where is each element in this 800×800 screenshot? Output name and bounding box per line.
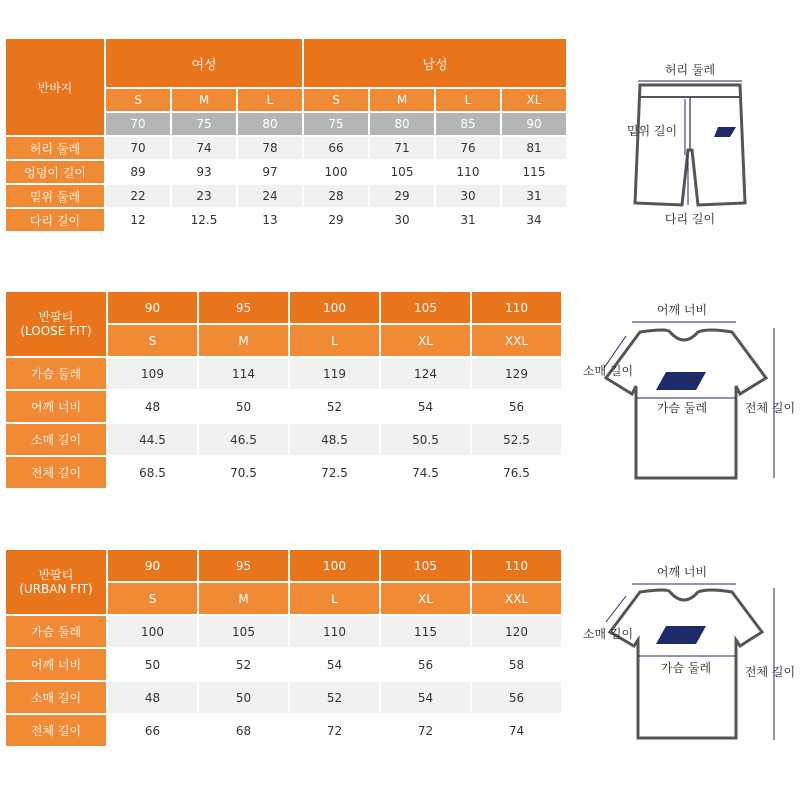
value-cell: 58 [472, 649, 561, 680]
tee-loose-title [6, 292, 106, 356]
size-cell: M [172, 89, 236, 111]
value-cell: 29 [304, 209, 368, 231]
size-code-cell: 90 [502, 113, 566, 135]
size-code-cell: 90 [108, 292, 197, 323]
value-cell: 48 [108, 391, 197, 422]
value-cell: 50 [108, 649, 197, 680]
tee-title: 반팔티 [38, 568, 74, 582]
row-label: 전체 길이 [6, 457, 106, 488]
value-cell: 46.5 [199, 424, 288, 455]
value-cell: 109 [108, 358, 197, 389]
value-cell: 28 [304, 185, 368, 207]
value-cell: 12.5 [172, 209, 236, 231]
size-code-cell: 95 [199, 550, 288, 581]
value-cell: 31 [502, 185, 566, 207]
value-cell: 68 [199, 715, 288, 746]
size-code-cell: 100 [290, 292, 379, 323]
value-cell: 76 [436, 137, 500, 159]
table-row [6, 391, 561, 422]
value-cell: 72.5 [290, 457, 379, 488]
size-code-cell: 110 [472, 292, 561, 323]
row-label: 허리 둘레 [6, 137, 104, 159]
value-cell: 50 [199, 682, 288, 713]
value-cell: 66 [304, 137, 368, 159]
value-cell: 97 [238, 161, 302, 183]
gender-men-header: 남성 [304, 39, 566, 87]
waist-label: 허리 둘레 [664, 63, 716, 77]
value-cell: 13 [238, 209, 302, 231]
value-cell: 52 [290, 682, 379, 713]
size-code-cell: 110 [472, 550, 561, 581]
chest-label: 가슴 둘레 [660, 661, 712, 675]
value-cell: 30 [370, 209, 434, 231]
value-cell: 52.5 [472, 424, 561, 455]
row-label: 엉덩이 길이 [6, 161, 104, 183]
value-cell: 110 [436, 161, 500, 183]
size-cell: XL [502, 89, 566, 111]
size-code-cell: 80 [238, 113, 302, 135]
tee-loose-diagram [578, 298, 798, 498]
sleeve-label: 소매 길이 [582, 364, 634, 378]
table-row [6, 616, 561, 647]
table-row [6, 424, 561, 455]
value-cell: 68.5 [108, 457, 197, 488]
size-cell: XXL [472, 583, 561, 614]
value-cell: 115 [502, 161, 566, 183]
value-cell: 110 [290, 616, 379, 647]
tee-subtitle: (LOOSE FIT) [20, 324, 92, 338]
table-row [6, 457, 561, 488]
value-cell: 78 [238, 137, 302, 159]
size-code-cell: 75 [304, 113, 368, 135]
value-cell: 81 [502, 137, 566, 159]
leg-label: 다리 길이 [664, 212, 716, 226]
row-label: 가슴 둘레 [6, 616, 106, 647]
value-cell: 105 [199, 616, 288, 647]
value-cell: 30 [436, 185, 500, 207]
value-cell: 76.5 [472, 457, 561, 488]
value-cell: 48 [108, 682, 197, 713]
value-cell: 50 [199, 391, 288, 422]
tee-urban-diagram [578, 560, 798, 750]
length-label: 전체 길이 [744, 401, 796, 415]
size-cell: S [106, 89, 170, 111]
value-cell: 56 [381, 649, 470, 680]
value-cell: 74 [472, 715, 561, 746]
row-label: 가슴 둘레 [6, 358, 106, 389]
size-code-cell: 70 [106, 113, 170, 135]
size-cell: XXL [472, 325, 561, 356]
shorts-diagram [600, 55, 780, 235]
tee-loose-size-table [4, 290, 563, 490]
value-cell: 24 [238, 185, 302, 207]
value-cell: 119 [290, 358, 379, 389]
value-cell: 52 [199, 649, 288, 680]
tee-urban-title [6, 550, 106, 614]
value-cell: 71 [370, 137, 434, 159]
table-row [6, 649, 561, 680]
tee-urban-size-table [4, 548, 563, 748]
size-cell: M [199, 325, 288, 356]
size-code-cell: 105 [381, 550, 470, 581]
length-label: 전체 길이 [744, 665, 796, 679]
size-code-cell: 105 [381, 292, 470, 323]
value-cell: 34 [502, 209, 566, 231]
size-cell: XL [381, 583, 470, 614]
table-row [6, 358, 561, 389]
table-row [6, 185, 566, 207]
row-label: 소매 길이 [6, 682, 106, 713]
row-label: 어깨 너비 [6, 391, 106, 422]
size-code-cell: 100 [290, 550, 379, 581]
value-cell: 89 [106, 161, 170, 183]
size-code-cell: 95 [199, 292, 288, 323]
value-cell: 114 [199, 358, 288, 389]
size-code-cell: 80 [370, 113, 434, 135]
rise-label: 밑위 길이 [626, 124, 678, 138]
size-code-cell: 85 [436, 113, 500, 135]
size-cell: M [199, 583, 288, 614]
value-cell: 12 [106, 209, 170, 231]
table-row [6, 161, 566, 183]
value-cell: 74.5 [381, 457, 470, 488]
value-cell: 74 [172, 137, 236, 159]
shorts-title: 반바지 [6, 39, 104, 135]
value-cell: 70 [106, 137, 170, 159]
table-row [6, 682, 561, 713]
shoulder-label: 어깨 너비 [656, 565, 708, 579]
value-cell: 54 [290, 649, 379, 680]
value-cell: 29 [370, 185, 434, 207]
value-cell: 72 [381, 715, 470, 746]
size-cell: L [436, 89, 500, 111]
tee-title: 반팔티 [38, 310, 74, 324]
row-label: 소매 길이 [6, 424, 106, 455]
value-cell: 66 [108, 715, 197, 746]
value-cell: 22 [106, 185, 170, 207]
shorts-size-table [4, 37, 568, 233]
value-cell: 44.5 [108, 424, 197, 455]
table-row [6, 715, 561, 746]
value-cell: 100 [108, 616, 197, 647]
table-row [6, 209, 566, 231]
value-cell: 54 [381, 682, 470, 713]
size-cell: S [304, 89, 368, 111]
row-label: 전체 길이 [6, 715, 106, 746]
tee-subtitle: (URBAN FIT) [19, 582, 93, 596]
value-cell: 54 [381, 391, 470, 422]
value-cell: 124 [381, 358, 470, 389]
value-cell: 129 [472, 358, 561, 389]
row-label: 어깨 너비 [6, 649, 106, 680]
size-code-cell: 75 [172, 113, 236, 135]
value-cell: 105 [370, 161, 434, 183]
gender-women-header: 여성 [106, 39, 302, 87]
chest-label: 가슴 둘레 [656, 401, 708, 415]
table-row [6, 137, 566, 159]
value-cell: 31 [436, 209, 500, 231]
size-code-cell: 90 [108, 550, 197, 581]
value-cell: 56 [472, 682, 561, 713]
size-cell: S [108, 583, 197, 614]
value-cell: 50.5 [381, 424, 470, 455]
value-cell: 93 [172, 161, 236, 183]
value-cell: 100 [304, 161, 368, 183]
row-label: 다리 길이 [6, 209, 104, 231]
shoulder-label: 어깨 너비 [656, 303, 708, 317]
size-cell: L [290, 325, 379, 356]
size-cell: M [370, 89, 434, 111]
sleeve-label: 소매 길이 [582, 627, 634, 641]
size-cell: L [290, 583, 379, 614]
value-cell: 48.5 [290, 424, 379, 455]
value-cell: 115 [381, 616, 470, 647]
value-cell: 52 [290, 391, 379, 422]
size-cell: L [238, 89, 302, 111]
size-cell: XL [381, 325, 470, 356]
row-label: 밑위 둘레 [6, 185, 104, 207]
value-cell: 56 [472, 391, 561, 422]
value-cell: 72 [290, 715, 379, 746]
value-cell: 120 [472, 616, 561, 647]
value-cell: 23 [172, 185, 236, 207]
value-cell: 70.5 [199, 457, 288, 488]
size-cell: S [108, 325, 197, 356]
